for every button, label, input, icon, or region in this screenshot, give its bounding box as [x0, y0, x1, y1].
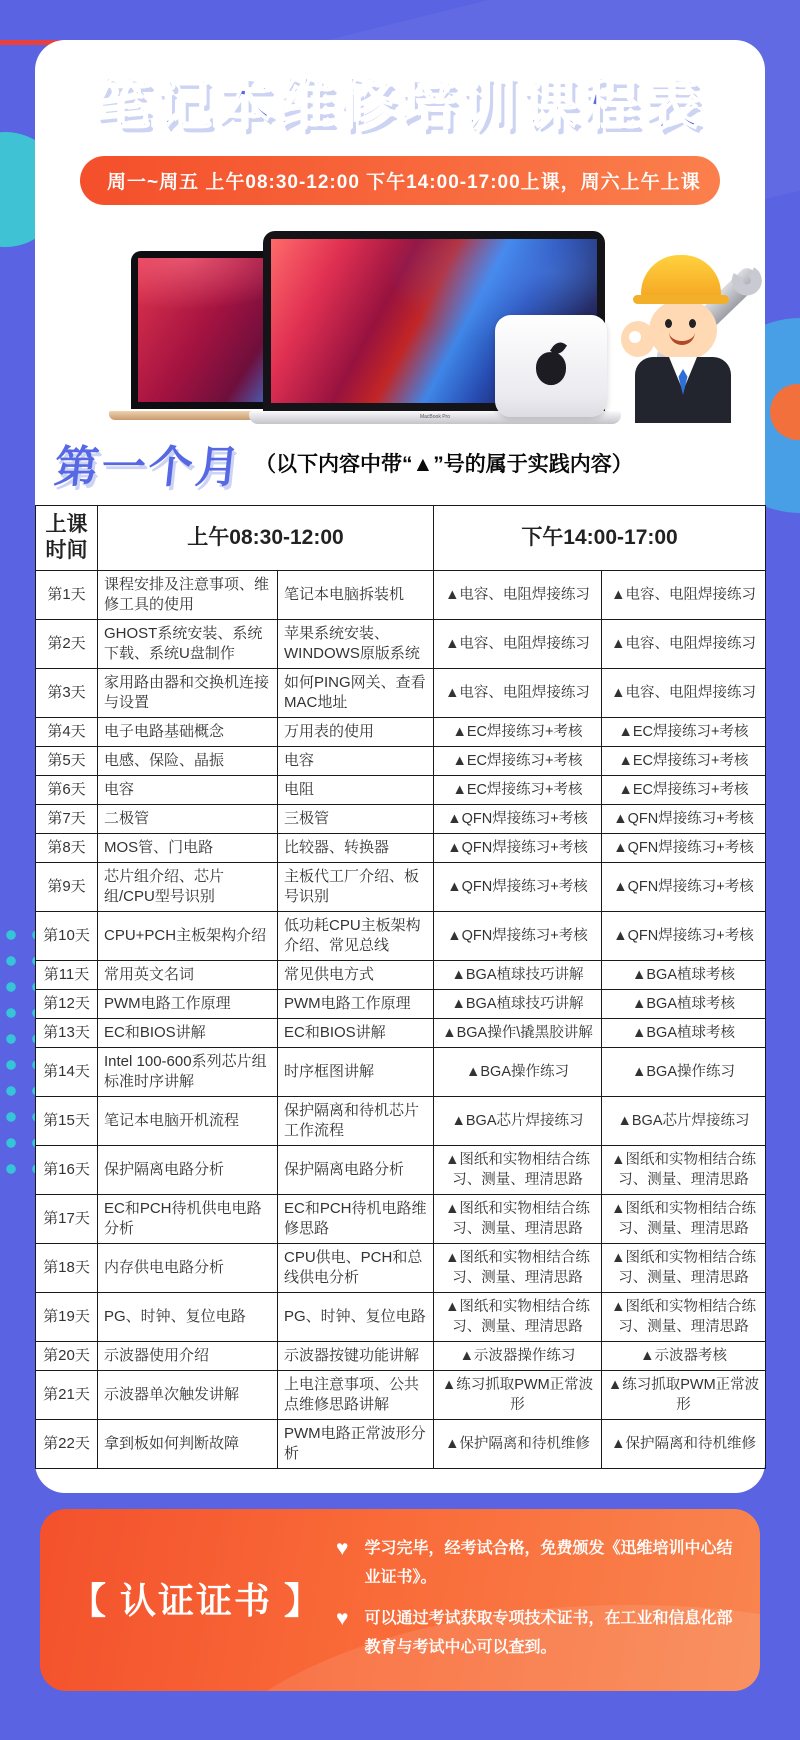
afternoon-topic-2: ▲图纸和实物相结合练习、测量、理清思路 — [602, 1244, 766, 1293]
day-cell: 第21天 — [36, 1371, 98, 1420]
afternoon-topic-2: ▲保护隔离和待机维修 — [602, 1420, 766, 1469]
afternoon-topic-2: ▲EC焊接练习+考核 — [602, 718, 766, 747]
table-row — [36, 1244, 766, 1293]
afternoon-topic-2: ▲QFN焊接练习+考核 — [602, 834, 766, 863]
morning-topic-1: Intel 100-600系列芯片组标准时序讲解 — [98, 1048, 278, 1097]
table-row — [36, 912, 766, 961]
certificate-bullet-text: 学习完毕，经考试合格，免费颁发《迅维培训中心结业证书》。 — [364, 1540, 733, 1586]
course-table — [35, 505, 766, 1469]
day-cell: 第22天 — [36, 1420, 98, 1469]
afternoon-topic-2: ▲BGA操作练习 — [602, 1048, 766, 1097]
table-row — [36, 747, 766, 776]
afternoon-topic-2: ▲图纸和实物相结合练习、测量、理清思路 — [602, 1293, 766, 1342]
table-row — [36, 961, 766, 990]
table-row — [36, 776, 766, 805]
macbook-right-base: MacBook Pro — [249, 411, 621, 424]
certificate-bullets — [336, 1534, 742, 1662]
morning-topic-1: 示波器单次触发讲解 — [98, 1371, 278, 1420]
repairman-cartoon — [601, 255, 779, 423]
day-cell: 第20天 — [36, 1342, 98, 1371]
morning-topic-2: PWM电路工作原理 — [278, 990, 434, 1019]
course-table-body — [36, 571, 766, 1469]
month-title: 第一个月 — [51, 443, 246, 492]
table-row — [36, 1048, 766, 1097]
morning-topic-2: EC和PCH待机电路维修思路 — [278, 1195, 434, 1244]
morning-topic-1: 二极管 — [98, 805, 278, 834]
afternoon-topic-1: ▲BGA操作练习 — [434, 1048, 602, 1097]
day-cell: 第14天 — [36, 1048, 98, 1097]
poster-page — [0, 40, 800, 1691]
morning-topic-1: GHOST系统安装、系统下载、系统U盘制作 — [98, 620, 278, 669]
morning-topic-1: EC和PCH待机供电电路分析 — [98, 1195, 278, 1244]
day-cell: 第13天 — [36, 1019, 98, 1048]
certificate-title: 【 认证证书 】 — [70, 1579, 323, 1621]
afternoon-topic-1: ▲电容、电阻焊接练习 — [434, 669, 602, 718]
afternoon-header-cell: 下午14:00-17:00 — [434, 506, 766, 571]
morning-topic-1: EC和BIOS讲解 — [98, 1019, 278, 1048]
morning-header-cell: 上午08:30-12:00 — [98, 506, 434, 571]
afternoon-topic-2: ▲BGA植球考核 — [602, 1019, 766, 1048]
morning-topic-2: 电阻 — [278, 776, 434, 805]
table-row — [36, 1342, 766, 1371]
morning-topic-2: 主板代工厂介绍、板号识别 — [278, 863, 434, 912]
morning-topic-2: PWM电路正常波形分析 — [278, 1420, 434, 1469]
table-row — [36, 1146, 766, 1195]
table-row — [36, 1195, 766, 1244]
day-cell: 第7天 — [36, 805, 98, 834]
table-row — [36, 1420, 766, 1469]
afternoon-topic-2: ▲BGA植球考核 — [602, 990, 766, 1019]
apple-leaf-icon — [550, 339, 567, 357]
day-cell: 第6天 — [36, 776, 98, 805]
day-cell: 第12天 — [36, 990, 98, 1019]
morning-topic-1: PWM电路工作原理 — [98, 990, 278, 1019]
morning-topic-2: 保护隔离电路分析 — [278, 1146, 434, 1195]
morning-topic-2: 时序框图讲解 — [278, 1048, 434, 1097]
afternoon-topic-2: ▲电容、电阻焊接练习 — [602, 669, 766, 718]
morning-topic-1: 示波器使用介绍 — [98, 1342, 278, 1371]
afternoon-topic-1: ▲BGA植球技巧讲解 — [434, 990, 602, 1019]
morning-topic-2: 三极管 — [278, 805, 434, 834]
repairman-face — [649, 299, 717, 361]
afternoon-topic-1: ▲EC焊接练习+考核 — [434, 718, 602, 747]
day-cell: 第11天 — [36, 961, 98, 990]
morning-topic-2: CPU供电、PCH和总线供电分析 — [278, 1244, 434, 1293]
afternoon-topic-1: ▲QFN焊接练习+考核 — [434, 834, 602, 863]
afternoon-topic-1: ▲BGA芯片焊接练习 — [434, 1097, 602, 1146]
afternoon-topic-2: ▲BGA芯片焊接练习 — [602, 1097, 766, 1146]
ok-hand-icon — [621, 321, 655, 357]
afternoon-topic-2: ▲EC焊接练习+考核 — [602, 747, 766, 776]
afternoon-topic-2: ▲电容、电阻焊接练习 — [602, 620, 766, 669]
afternoon-topic-1: ▲QFN焊接练习+考核 — [434, 805, 602, 834]
morning-topic-2: 万用表的使用 — [278, 718, 434, 747]
table-row — [36, 1097, 766, 1146]
afternoon-topic-1: ▲EC焊接练习+考核 — [434, 747, 602, 776]
afternoon-topic-1: ▲保护隔离和待机维修 — [434, 1420, 602, 1469]
hero-illustration — [63, 217, 737, 420]
afternoon-topic-1: ▲QFN焊接练习+考核 — [434, 912, 602, 961]
main-card — [35, 40, 765, 1493]
morning-topic-2: 如何PING网关、查看MAC地址 — [278, 669, 434, 718]
month-heading-row — [51, 431, 745, 495]
afternoon-topic-2: ▲QFN焊接练习+考核 — [602, 912, 766, 961]
afternoon-topic-1: ▲图纸和实物相结合练习、测量、理清思路 — [434, 1195, 602, 1244]
header-row — [36, 506, 766, 571]
day-cell: 第1天 — [36, 571, 98, 620]
afternoon-topic-2: ▲QFN焊接练习+考核 — [602, 805, 766, 834]
afternoon-topic-2: ▲电容、电阻焊接练习 — [602, 571, 766, 620]
morning-topic-2: 苹果系统安装、WINDOWS原版系统 — [278, 620, 434, 669]
afternoon-topic-1: ▲电容、电阻焊接练习 — [434, 571, 602, 620]
morning-topic-1: 课程安排及注意事项、维修工具的使用 — [98, 571, 278, 620]
wrench-head-icon — [728, 262, 765, 299]
certificate-banner — [40, 1509, 760, 1691]
table-row — [36, 571, 766, 620]
day-cell: 第19天 — [36, 1293, 98, 1342]
mac-mini — [495, 315, 607, 417]
afternoon-topic-2: ▲BGA植球考核 — [602, 961, 766, 990]
dot-grid-decoration — [0, 916, 38, 1184]
day-cell: 第10天 — [36, 912, 98, 961]
morning-topic-2: 比较器、转换器 — [278, 834, 434, 863]
eye-icon — [665, 319, 672, 328]
table-row — [36, 669, 766, 718]
morning-topic-1: 电感、保险、晶振 — [98, 747, 278, 776]
morning-topic-1: CPU+PCH主板架构介绍 — [98, 912, 278, 961]
apple-logo-icon — [536, 352, 566, 385]
afternoon-topic-1: ▲QFN焊接练习+考核 — [434, 863, 602, 912]
day-cell: 第16天 — [36, 1146, 98, 1195]
afternoon-topic-2: ▲图纸和实物相结合练习、测量、理清思路 — [602, 1195, 766, 1244]
afternoon-topic-1: ▲电容、电阻焊接练习 — [434, 620, 602, 669]
afternoon-topic-2: ▲示波器考核 — [602, 1342, 766, 1371]
table-row — [36, 620, 766, 669]
morning-topic-2: 笔记本电脑拆装机 — [278, 571, 434, 620]
heart-icon: ♥ — [336, 1537, 349, 1560]
afternoon-topic-1: ▲图纸和实物相结合练习、测量、理清思路 — [434, 1244, 602, 1293]
morning-topic-2: 示波器按键功能讲解 — [278, 1342, 434, 1371]
day-cell: 第5天 — [36, 747, 98, 776]
smile-icon — [669, 331, 695, 345]
morning-topic-1: 内存供电电路分析 — [98, 1244, 278, 1293]
morning-topic-2: PG、时钟、复位电路 — [278, 1293, 434, 1342]
afternoon-topic-1: ▲示波器操作练习 — [434, 1342, 602, 1371]
repairman-suit — [635, 357, 731, 423]
morning-topic-1: 芯片组介绍、芯片组/CPU型号识别 — [98, 863, 278, 912]
afternoon-topic-1: ▲图纸和实物相结合练习、测量、理清思路 — [434, 1146, 602, 1195]
table-row — [36, 863, 766, 912]
afternoon-topic-2: ▲QFN焊接练习+考核 — [602, 863, 766, 912]
time-header-cell: 上课时间 — [36, 506, 98, 571]
month-note: （以下内容中带“▲”号的属于实践内容） — [255, 453, 633, 476]
hard-hat-icon — [641, 255, 721, 299]
table-row — [36, 990, 766, 1019]
afternoon-topic-1: ▲BGA操作\撬黑胶讲解 — [434, 1019, 602, 1048]
schedule-pill: 周一~周五 上午08:30-12:00 下午14:00-17:00上课，周六上午上课 — [80, 156, 720, 205]
table-row — [36, 718, 766, 747]
morning-topic-2: 保护隔离和待机芯片工作流程 — [278, 1097, 434, 1146]
afternoon-topic-1: ▲EC焊接练习+考核 — [434, 776, 602, 805]
morning-topic-1: PG、时钟、复位电路 — [98, 1293, 278, 1342]
morning-topic-1: 电子电路基础概念 — [98, 718, 278, 747]
afternoon-topic-1: ▲BGA植球技巧讲解 — [434, 961, 602, 990]
day-cell: 第4天 — [36, 718, 98, 747]
table-row — [36, 1293, 766, 1342]
morning-topic-2: EC和BIOS讲解 — [278, 1019, 434, 1048]
eye-icon — [689, 319, 696, 328]
hard-hat-brim — [633, 295, 729, 304]
day-cell: 第18天 — [36, 1244, 98, 1293]
table-row — [36, 1019, 766, 1048]
day-cell: 第9天 — [36, 863, 98, 912]
afternoon-topic-2: ▲EC焊接练习+考核 — [602, 776, 766, 805]
morning-topic-1: 保护隔离电路分析 — [98, 1146, 278, 1195]
afternoon-topic-2: ▲图纸和实物相结合练习、测量、理清思路 — [602, 1146, 766, 1195]
certificate-bullet-text: 可以通过考试获取专项技术证书，在工业和信息化部教育与考试中心可以查到。 — [364, 1610, 733, 1656]
certificate-bullet — [336, 1604, 742, 1662]
morning-topic-1: 电容 — [98, 776, 278, 805]
heart-icon: ♥ — [336, 1607, 349, 1630]
afternoon-topic-1: ▲练习抓取PWM正常波形 — [434, 1371, 602, 1420]
certificate-bullet — [336, 1534, 742, 1592]
day-cell: 第3天 — [36, 669, 98, 718]
morning-topic-1: 笔记本电脑开机流程 — [98, 1097, 278, 1146]
table-row — [36, 1371, 766, 1420]
day-cell: 第17天 — [36, 1195, 98, 1244]
morning-topic-1: 家用路由器和交换机连接与设置 — [98, 669, 278, 718]
page-title: 笔记本维修培训课程表 — [95, 73, 705, 136]
morning-topic-1: 拿到板如何判断故障 — [98, 1420, 278, 1469]
morning-topic-2: 常见供电方式 — [278, 961, 434, 990]
afternoon-topic-2: ▲练习抓取PWM正常波形 — [602, 1371, 766, 1420]
ok-hand-hole — [629, 331, 641, 343]
course-table-head — [36, 506, 766, 571]
morning-topic-2: 低功耗CPU主板架构介绍、常见总线 — [278, 912, 434, 961]
morning-topic-2: 上电注意事项、公共点维修思路讲解 — [278, 1371, 434, 1420]
table-row — [36, 805, 766, 834]
morning-topic-2: 电容 — [278, 747, 434, 776]
morning-topic-1: MOS管、门电路 — [98, 834, 278, 863]
table-row — [36, 834, 766, 863]
afternoon-topic-1: ▲图纸和实物相结合练习、测量、理清思路 — [434, 1293, 602, 1342]
day-cell: 第8天 — [36, 834, 98, 863]
morning-topic-1: 常用英文名词 — [98, 961, 278, 990]
day-cell: 第2天 — [36, 620, 98, 669]
day-cell: 第15天 — [36, 1097, 98, 1146]
